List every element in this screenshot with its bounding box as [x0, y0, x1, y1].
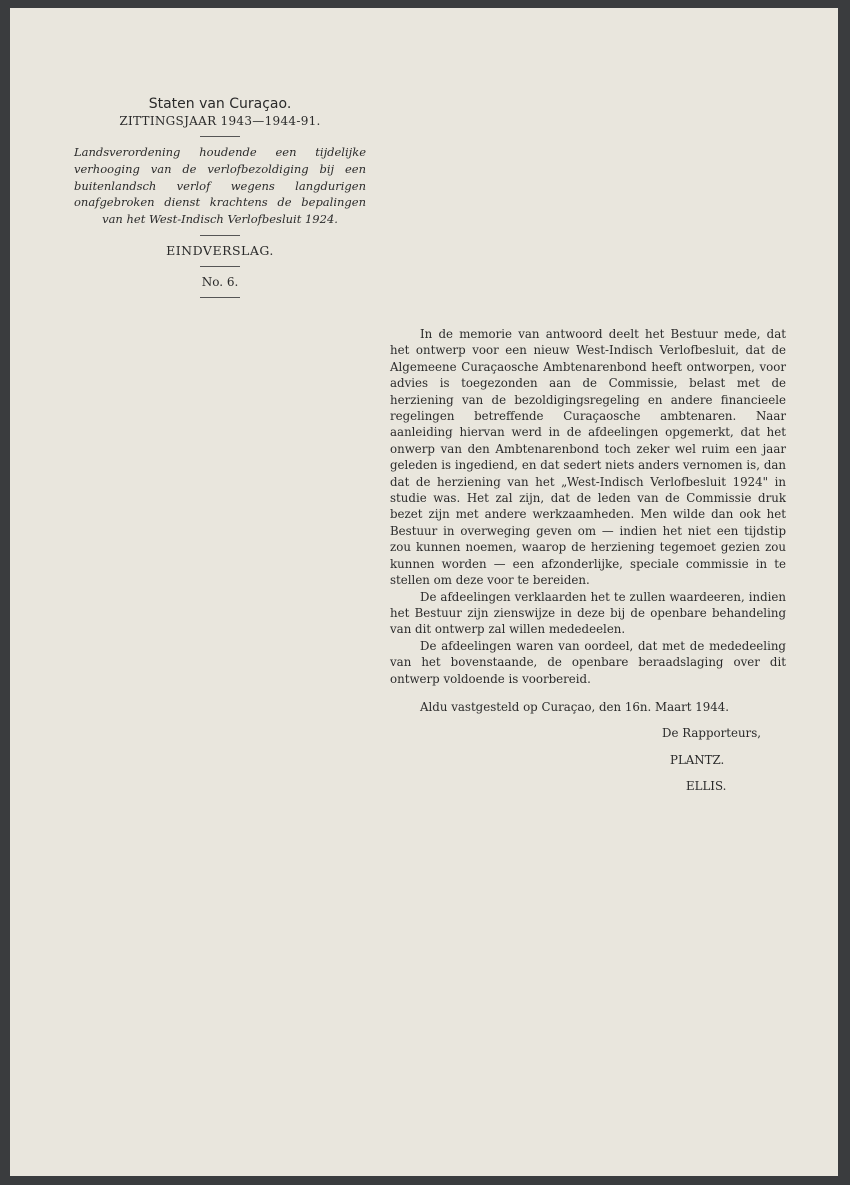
report-number: No. 6.	[201, 274, 239, 289]
closing-line: Aldu vastgesteld op Curaçao, den 16n. Maart 1944.	[420, 699, 730, 714]
document-page	[10, 8, 838, 1176]
body-paragraph: In de memorie van antwoord deelt het Bestuur mede, dat het ontwerp voor een nieuw West-Indisch Verlofbesluit, dat de Algemeene Curaçaosche Ambtenarenbond heeft ontworpen, voor advies is toegezonden aan de Commissie, belast met de herziening van de bezoldigingsregeling en andere financieele regelingen betreffende Curaçaosche ambtenaren. Naar aanleiding hiervan werd in de afdeelingen opgemerkt, dat het onwerp van den Ambtenarenbond toch zeker wel ruim een jaar geleden is ingediend, en dat sedert niets anders vernomen is, dan dat de herziening van het „West-Indisch Verlofbesluit 1924" in studie was. Het zal zijn, dat de leden van de Commissie druk bezet zijn met andere werkzaamheden. Men wilde dan ook het Bestuur in overweging geven om — indien het niet een tijdstip zou kunnen noemen, waarop de herziening tegemoet gezien zou kunnen worden — een afzonderlijke, speciale commissie in te stellen om deze voor te bereiden.	[390, 327, 786, 588]
divider	[200, 266, 240, 267]
body-paragraph: De afdeelingen verklaarden het te zullen waardeeren, indien het Bestuur zijn zienswijze in deze bij de openbare behandeling van dit ontwerp zal willen mededeelen.	[390, 589, 786, 637]
divider	[200, 235, 240, 236]
report-body	[390, 326, 786, 795]
divider	[200, 297, 240, 298]
subject-description: Landsverordening houdende een tijdelijke verhooging van de verlofbezoldiging bij een buitenlandsch verlof wegens langdurigen onafgebroken dienst krachtens de bepalingen van het West-Indisch Verlofbesluit 1924.	[74, 145, 366, 227]
rapporteurs-label: De Rapporteurs,	[662, 726, 761, 741]
divider	[200, 136, 240, 137]
signatory: PLANTZ.	[670, 752, 725, 767]
signatory: ELLIS.	[686, 779, 727, 794]
report-label: EINDVERSLAG.	[166, 242, 274, 258]
body-paragraph: De afdeelingen waren van oordeel, dat met de mededeeling van het bovenstaande, de openbare beraadslaging over dit ontwerp voldoende is voorbereid.	[390, 638, 786, 686]
document-header	[70, 96, 370, 305]
document-title: Staten van Curaçao.	[148, 96, 292, 112]
session-year: ZITTINGSJAAR 1943—1944-91.	[119, 114, 321, 128]
